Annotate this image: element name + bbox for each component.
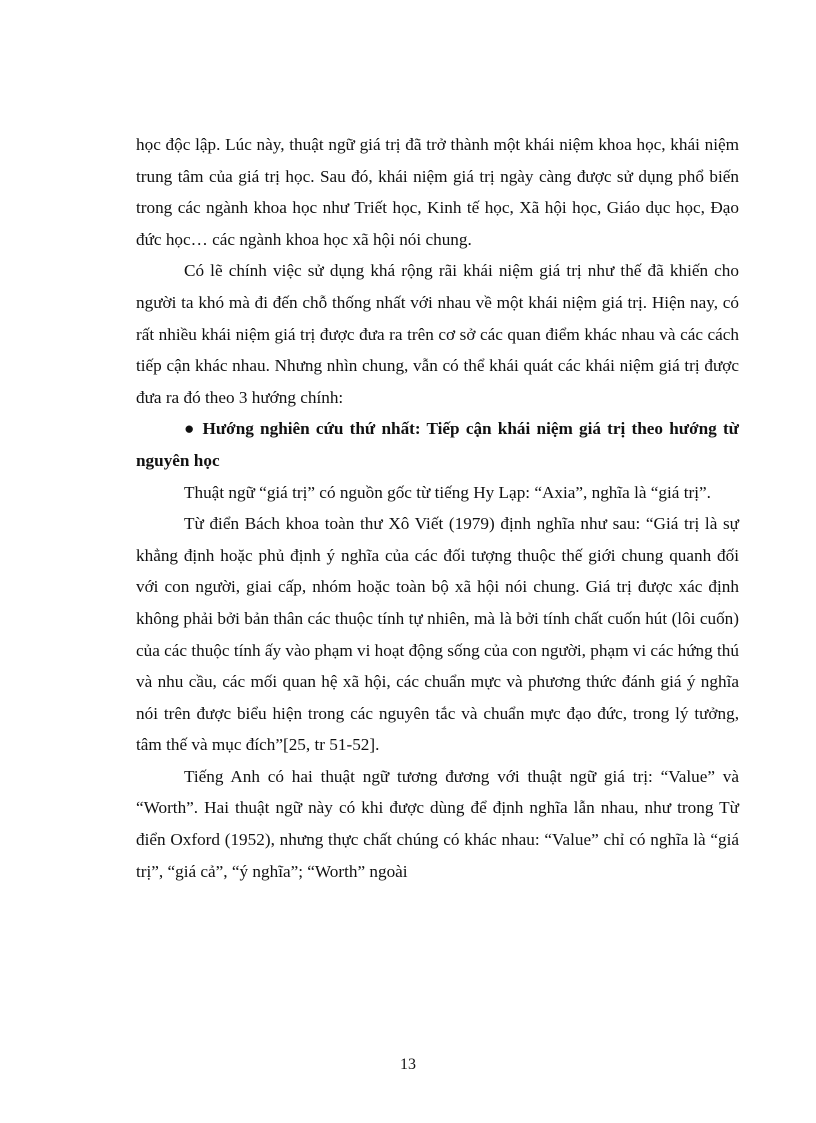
page-number: 13 xyxy=(400,1056,416,1073)
paragraph: Từ điển Bách khoa toàn thư Xô Viết (1979) định nghĩa như sau: “Giá trị là sự khẳng định hoặc phủ định ý nghĩa của các đối tượng thuộc thế giới chung quanh đối với con người, giai cấp, nhóm hoặc toàn bộ xã hội nói chung. Giá trị được xác định không phải bởi bản thân các thuộc tính tự nhiên, mà là bởi tính chất cuốn hút (lôi cuốn) của các thuộc tính ấy vào phạm vi hoạt động sống của con người, phạm vi các hứng thú và nhu cầu, các mối quan hệ xã hội, các chuẩn mực và phương thức đánh giá ý nghĩa nói trên được biểu hiện trong các nguyên tắc và chuẩn mực đạo đức, trong lý tưởng, tâm thế và mục đích”[25, tr 51-52]. xyxy=(136,514,739,755)
paragraph: Có lẽ chính việc sử dụng khá rộng rãi khái niệm giá trị như thế đã khiến cho người ta khó mà đi đến chỗ thống nhất với nhau về một khái niệm giá trị. Hiện nay, có rất nhiều khái niệm giá trị được đưa ra trên cơ sở các quan điểm khác nhau và các cách tiếp cận khác nhau. Nhưng nhìn chung, vẫn có thể khái quát các khái niệm giá trị được đưa ra đó theo 3 hướng chính: xyxy=(136,261,739,407)
section-heading: ● Hướng nghiên cứu thứ nhất: Tiếp cận khái niệm giá trị theo hướng từ nguyên học xyxy=(136,419,739,470)
paragraph: Thuật ngữ “giá trị” có nguồn gốc từ tiếng Hy Lạp: “Axia”, nghĩa là “giá trị”. xyxy=(184,482,711,502)
paragraph: Tiếng Anh có hai thuật ngữ tương đương với thuật ngữ giá trị: “Value” và “Worth”. Hai thuật ngữ này có khi được dùng để định nghĩa lẫn nhau, như trong Từ điển Oxford (1952), nhưng thực chất chúng có khác nhau: “Value” chỉ có nghĩa là “giá trị”, “giá cả”, “ý nghĩa”; “Worth” ngoài xyxy=(136,766,739,881)
body-text xyxy=(136,129,739,887)
paragraph-continuation: học độc lập. Lúc này, thuật ngữ giá trị đã trở thành một khái niệm khoa học, khái niệm trung tâm của giá trị học. Sau đó, khái niệm giá trị ngày càng được sử dụng phổ biến trong các ngành khoa học như Triết học, Kinh tế học, Xã hội học, Giáo dục học, Đạo đức học… các ngành khoa học xã hội nói chung. xyxy=(136,135,739,249)
